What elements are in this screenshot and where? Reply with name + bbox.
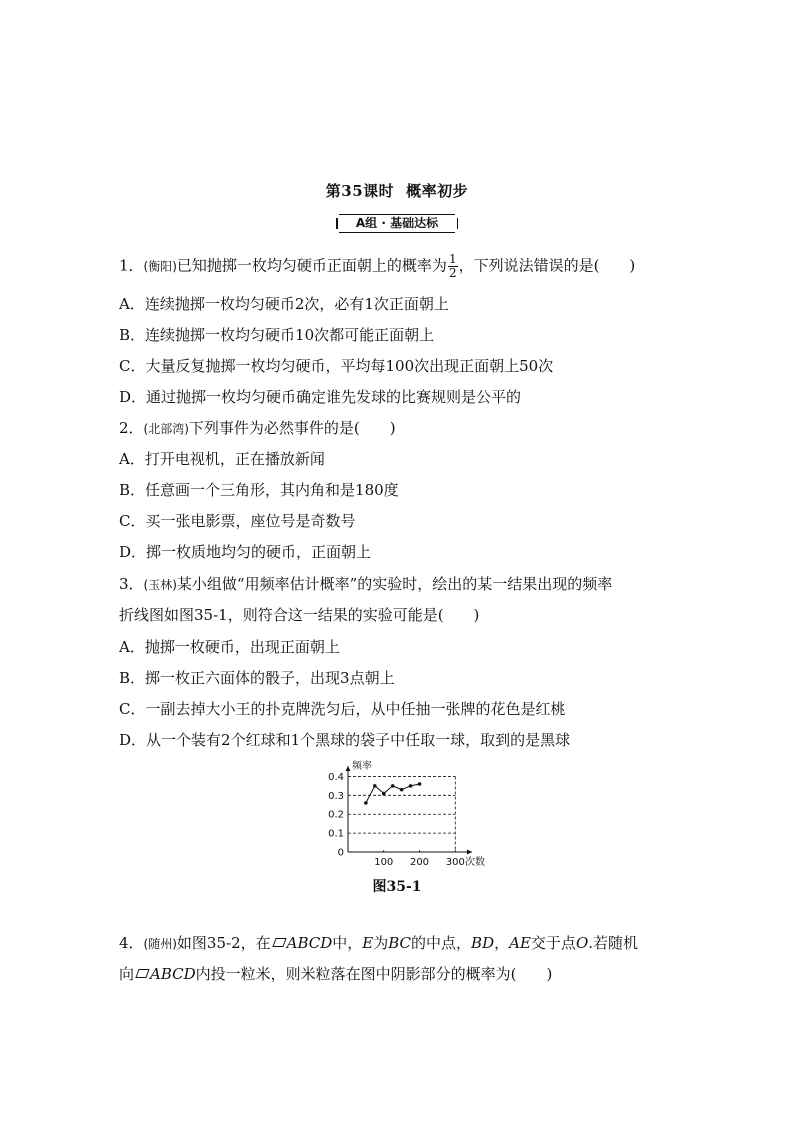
data-point bbox=[364, 801, 368, 805]
y-axis-label: 频率 bbox=[352, 761, 372, 772]
fraction-denominator: 2 bbox=[448, 266, 457, 280]
question-2-stem bbox=[119, 418, 396, 439]
q3-option-a: A．抛掷一枚硬币，出现正面朝上 bbox=[119, 638, 340, 656]
question-text: 内投一粒米，则米粒落在图中阴影部分的概率为( ) bbox=[195, 965, 553, 983]
question-text: 已知抛掷一枚均匀硬币正面朝上的概率为 bbox=[176, 256, 447, 275]
lesson-number: 第35课时 bbox=[325, 182, 395, 200]
question-text: 向 bbox=[119, 965, 135, 983]
question-source: (玉林) bbox=[143, 578, 177, 592]
origin-label: 0 bbox=[337, 847, 344, 859]
q1-option-b: B．连续抛掷一枚均匀硬币10次都可能正面朝上 bbox=[119, 326, 435, 344]
question-text: 为 bbox=[373, 934, 389, 952]
data-point bbox=[382, 792, 386, 796]
question-text-end: ，下列说法错误的是( ) bbox=[458, 256, 636, 275]
var-e: E bbox=[362, 934, 374, 952]
question-number: 2． bbox=[119, 419, 144, 437]
question-text: 交于点 bbox=[530, 934, 576, 952]
frequency-line-chart bbox=[315, 758, 485, 868]
question-source: (北部湾) bbox=[143, 422, 189, 436]
question-3-stem bbox=[119, 574, 612, 595]
q1-option-d: D．通过抛掷一枚均匀硬币确定谁先发球的比赛规则是公平的 bbox=[119, 388, 522, 406]
question-1-stem bbox=[119, 253, 635, 280]
q3-option-d: D．从一个装有2个红球和1个黑球的袋子中任取一球，取到的是黑球 bbox=[119, 731, 571, 749]
question-4-stem bbox=[119, 933, 638, 954]
x-tick-label: 200 bbox=[409, 857, 430, 868]
fraction-one-half bbox=[448, 253, 458, 280]
page-title bbox=[0, 180, 794, 201]
section-badge: A组 · 基础达标 bbox=[339, 214, 455, 233]
question-text: ， bbox=[494, 934, 510, 952]
question-number: 4． bbox=[119, 934, 144, 952]
q2-option-b: B．任意画一个三角形，其内角和是180度 bbox=[119, 481, 399, 499]
question-text: 某小组做“用频率估计概率”的实验时，绘出的某一结果出现的频率 bbox=[176, 575, 613, 593]
question-source: (衡阳) bbox=[143, 259, 177, 274]
var-o: O bbox=[575, 934, 589, 952]
q2-option-c: C．买一张电影票，座位号是奇数号 bbox=[119, 512, 356, 530]
var-abcd: ABCD bbox=[150, 965, 196, 983]
q1-option-c: C．大量反复抛掷一枚均匀硬币，平均每100次出现正面朝上50次 bbox=[119, 357, 554, 375]
parallelogram-symbol-icon bbox=[272, 938, 286, 947]
var-ae: AE bbox=[509, 934, 531, 952]
q2-option-a: A．打开电视机，正在播放新闻 bbox=[119, 450, 325, 468]
question-text: 的中点， bbox=[411, 934, 472, 952]
y-tick-label: 0.1 bbox=[328, 828, 344, 840]
y-axis-arrow-icon bbox=[346, 766, 351, 771]
var-bc: BC bbox=[388, 934, 412, 952]
x-tick-label: 300 bbox=[445, 857, 465, 868]
data-point bbox=[391, 784, 395, 788]
var-bd: BD bbox=[471, 934, 495, 952]
fraction-numerator: 1 bbox=[448, 252, 457, 266]
question-source: (随州) bbox=[143, 937, 177, 951]
q2-option-d: D．掷一枚质地均匀的硬币，正面朝上 bbox=[119, 543, 372, 561]
question-text: .若随机 bbox=[588, 934, 639, 952]
question-number: 3． bbox=[119, 575, 144, 593]
x-axis-label: 次数 bbox=[465, 857, 485, 868]
question-text: 如图35-2，在 bbox=[176, 934, 271, 952]
y-tick-label: 0.4 bbox=[328, 771, 344, 783]
question-text: 下列事件为必然事件的是( ) bbox=[188, 419, 396, 437]
x-axis-arrow-icon bbox=[467, 850, 472, 855]
parallelogram-symbol-icon bbox=[135, 969, 149, 978]
question-text: 中， bbox=[332, 934, 363, 952]
q1-option-a: A．连续抛掷一枚均匀硬币2次，必有1次正面朝上 bbox=[119, 295, 449, 313]
data-point bbox=[409, 784, 413, 788]
y-tick-label: 0.3 bbox=[328, 790, 344, 802]
y-tick-label: 0.2 bbox=[328, 809, 344, 821]
q3-option-b: B．掷一枚正六面体的骰子，出现3点朝上 bbox=[119, 669, 395, 687]
q3-option-c: C．一副去掉大小王的扑克牌洗匀后，从中任抽一张牌的花色是红桃 bbox=[119, 700, 566, 718]
x-tick-label: 100 bbox=[374, 857, 394, 868]
question-number: 1． bbox=[119, 256, 144, 275]
question-4-stem-line2 bbox=[119, 964, 552, 984]
data-point bbox=[400, 788, 404, 792]
data-point bbox=[418, 782, 422, 786]
var-abcd: ABCD bbox=[286, 934, 333, 952]
lesson-topic: 概率初步 bbox=[406, 182, 469, 200]
figure-caption: 图35-1 bbox=[372, 879, 422, 895]
question-3-stem-line2: 折线图如图35-1，则符合这一结果的实验可能是( ) bbox=[119, 606, 480, 624]
data-point bbox=[373, 784, 377, 788]
